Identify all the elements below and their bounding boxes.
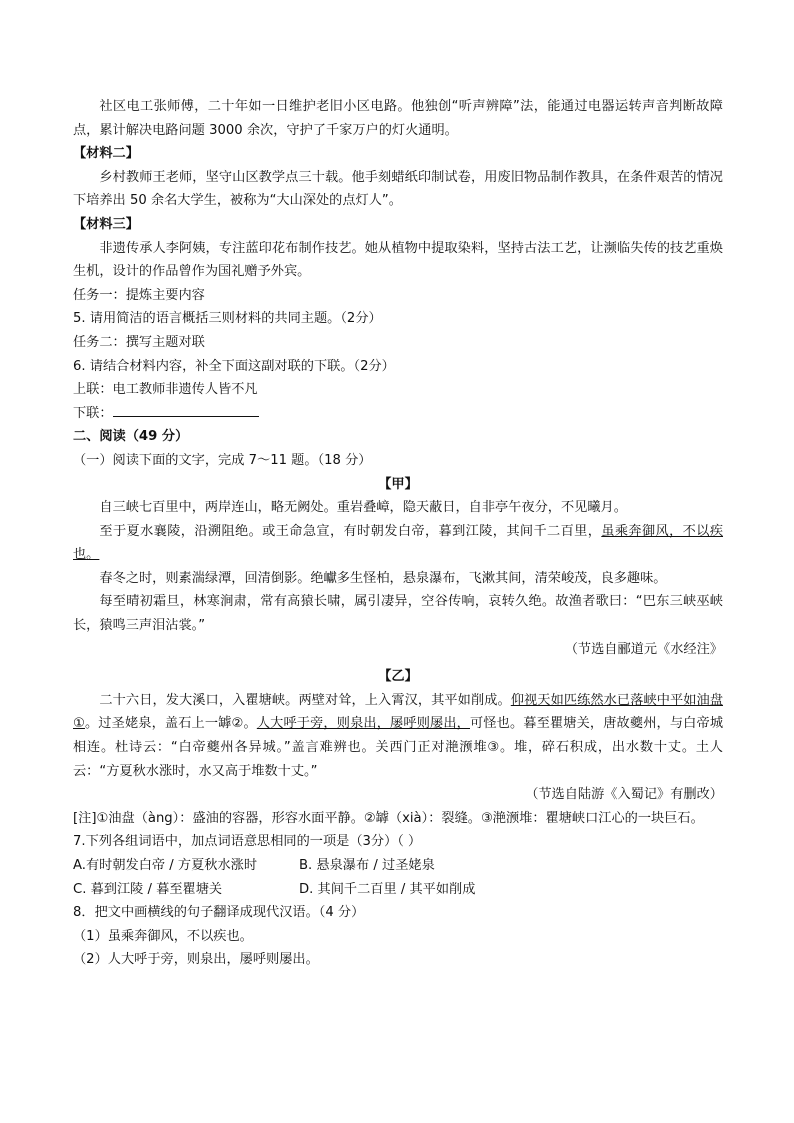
question-8-2: （2）人大呼于旁，则泉出，屡呼则屡出。 [73, 952, 319, 968]
material-2-text: 乡村教师王老师，坚守山区教学点三十载。他手刻蜡纸印制试卷，用废旧物品制作教具，在条件艰苦的情况下培养出 50 余名大学生，被称为“大山深处的点灯人”。 [73, 169, 723, 209]
passage-jia-p2 [73, 520, 723, 567]
q7-option-d[interactable]: D. 其间千二百里 / 其平如削成 [299, 881, 476, 897]
q7-option-a[interactable]: A.有时朝发白帝 / 方夏秋水涨时 [73, 858, 258, 873]
material-3-heading: 【材料三】 [73, 216, 139, 232]
passage-yi-source: （节选自陆游《入蜀记》有删改） [525, 787, 723, 803]
subsection-1-intro: （一）阅读下面的文字，完成 7～11 题。（18 分） [73, 452, 372, 468]
material-3-text: 非遗传承人李阿姨，专注蓝印花布制作技艺。她从植物中提取染料，坚持古法工艺，让濒临失传的技艺重焕生机，设计的作品曾作为国礼赠予外宾。 [73, 240, 723, 280]
q7-option-b[interactable]: B. 悬泉瀑布 / 过圣姥泉 [299, 858, 435, 873]
passage-jia-heading: 【甲】 [378, 476, 418, 492]
q7-options-row-2 [73, 878, 723, 902]
couplet-lower [73, 402, 723, 426]
material-1-text: 社区电工张师傅，二十年如一日维护老旧小区电路。他独创“听声辨障”法，能通过电器运转声音判断故障点，累计解决电路问题 3000 余次，守护了千家万户的灯火通明。 [73, 99, 723, 138]
yi-underlined-2: 人大呼于旁，则泉出，屡呼则屡出， [256, 716, 470, 732]
jia-p2-text: 至于夏水襄陵，沿溯阻绝。或王命急宣，有时朝发白帝，暮到江陵，其间千二百里， [99, 523, 602, 539]
couplet-upper: 上联：电工教师非遗传人皆不凡 [73, 382, 258, 398]
task-1-title: 任务一：提炼主要内容 [73, 287, 205, 303]
question-7: 7.下列各组词语中，加点词语意思相同的一项是（3分）（ ） [73, 834, 422, 850]
question-6: 6. 请结合材料内容，补全下面这副对联的下联。（2分） [73, 358, 395, 374]
jia-underlined-sentence: 虽乘奔御风，不以疾也。 [73, 523, 724, 563]
passage-jia-p1: 自三峡七百里中，两岸连山，略无阙处。重岩叠嶂，隐天蔽日，自非亭午夜分，不见曦月。 [99, 500, 627, 516]
passage-yi-p1 [73, 689, 723, 783]
annotation-note: [注]①油盘（àng）：盛油的容器，形容水面平静。②罅（xià）：裂缝。③滟滪堆：瞿塘峡口江心的一块巨石。 [73, 810, 704, 826]
yi-text-1: 二十六日，发大溪口，入瞿塘峡。两壁对耸，上入霄汉，其平如削成。 [99, 692, 511, 708]
question-8-1: （1）虽乘奔御风，不以疾也。 [73, 928, 253, 944]
couplet-lower-label: 下联： [73, 405, 113, 421]
passage-jia-p4: 每至晴初霜旦，林寒涧肃，常有高猿长啸，属引凄异，空谷传响，哀转久绝。故渔者歌曰：“巴东三峡巫峡长，猿鸣三声泪沾裳。” [73, 594, 723, 634]
question-5: 5. 请用简洁的语言概括三则材料的共同主题。（2分） [73, 311, 382, 327]
passage-jia-source: （节选自郦道元《水经注》 [564, 641, 723, 657]
q7-options-row-1 [73, 854, 723, 878]
question-8: 8．把文中画横线的句子翻译成现代汉语。（4 分） [73, 905, 365, 921]
yi-text-2: 。过圣姥泉，盖石上一罅②。 [84, 716, 257, 732]
exam-page [73, 95, 723, 972]
passage-jia-p3: 春冬之时，则素湍绿潭，回清倒影。绝巘多生怪柏，悬泉瀑布，飞漱其间，清荣峻茂，良多趣味。 [99, 570, 667, 586]
material-2-heading: 【材料二】 [73, 146, 139, 162]
section-2-heading: 二、阅读（49 分） [73, 429, 189, 445]
q7-option-c[interactable]: C. 暮到江陵 / 暮至瞿塘关 [73, 881, 223, 897]
task-2-title: 任务二：撰写主题对联 [73, 334, 205, 350]
passage-yi-heading: 【乙】 [378, 669, 418, 685]
yi-underlined-1: 仰视天如匹练然水已落峡中平如油盘① [73, 692, 724, 732]
yi-text-3: 可怪也。暮至瞿塘关，唐故夔州，与白帝城相连。杜诗云：“白帝夔州各异城。”盖言难辨也。关西门正对滟滪堆③。堆，碎石积成，出水数十丈。土人云：“方夏秋水涨时，水又高于堆数十丈。” [73, 716, 724, 779]
answer-blank[interactable] [113, 402, 259, 417]
